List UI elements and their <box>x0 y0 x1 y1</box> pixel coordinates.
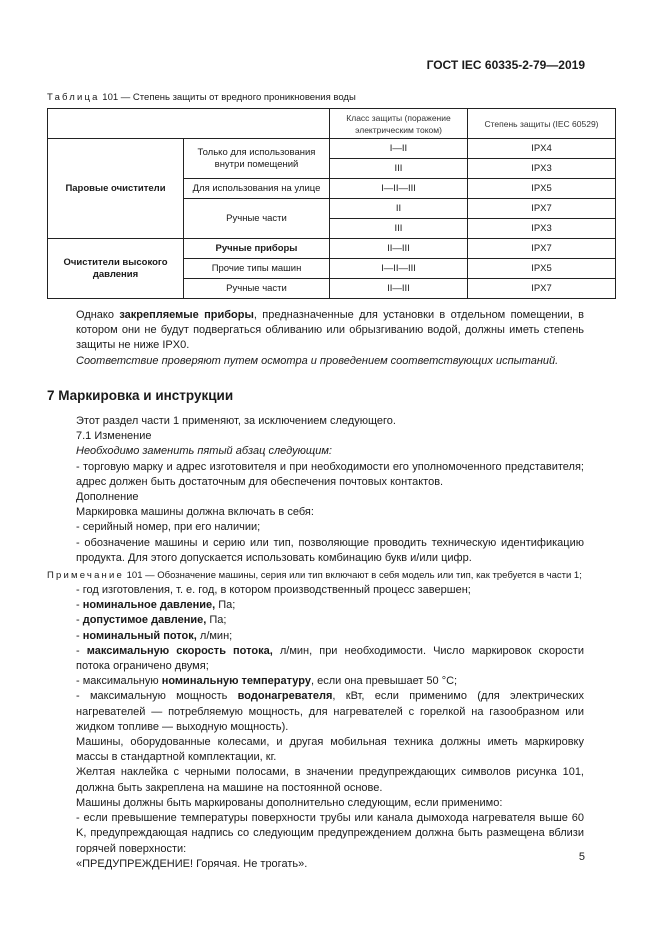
paragraph: Машины, оборудованные колесами, и другая мобильная техника должны иметь маркировку массы в стандартной комплектации, кг. <box>76 736 584 764</box>
row-label: Прочие типы машин <box>184 259 330 279</box>
list-item: - обозначение машины и серию или тип, позволяющие проводить техническую идентификацию продукта. Для этого допускается использовать комбинацию букв и/или цифр. <box>76 536 584 564</box>
cell-class: III <box>330 219 468 239</box>
document-body <box>47 308 584 872</box>
cell-degree: IPX5 <box>468 179 616 199</box>
warning-text: «ПРЕДУПРЕЖДЕНИЕ! Горячая. Не трогать». <box>76 857 308 870</box>
table-row <box>48 239 616 259</box>
table-caption-text: 101 — Степень защиты от вредного проникновения воды <box>99 92 356 103</box>
list-item: - серийный номер, при его наличии; <box>76 521 261 534</box>
cell-degree: IPX4 <box>468 139 616 159</box>
cell-class: III <box>330 159 468 179</box>
paragraph: Необходимо заменить пятый абзац следующим: <box>76 445 332 458</box>
list-item: - номинальный поток, л/мин; <box>76 629 233 642</box>
row-label: Ручные приборы <box>184 239 330 259</box>
cell-class: II <box>330 199 468 219</box>
cell-degree: IPX3 <box>468 219 616 239</box>
table-caption-label: Таблица <box>47 92 100 103</box>
list-item: - максимальную скорость потока, л/мин, при необходимости. Число маркировок скорости потока ограничено двумя; <box>76 644 584 673</box>
list-item: - год изготовления, т. е. год, в котором производственный процесс завершен; <box>76 584 471 597</box>
list-item: - максимальную мощность водонагревателя, кВт, если применимо (для электрических нагревателей — потребляемую мощность, для нагревателей с горелкой на газообразном или жидком топливе — выходную мощность). <box>76 690 584 733</box>
row-label: Ручные части <box>184 279 330 299</box>
cell-degree: IPX7 <box>468 199 616 219</box>
cell-class: I—II—III <box>330 179 468 199</box>
cell-degree: IPX7 <box>468 279 616 299</box>
group-high-pressure-cleaners: Очистители высокого давления <box>48 239 184 299</box>
paragraph: Этот раздел части 1 применяют, за исключением следующего. <box>76 415 396 428</box>
column-header-class: Класс защиты (поражение электрическим током) <box>330 109 468 139</box>
protection-table <box>47 108 616 299</box>
group-steam-cleaners: Паровые очистители <box>48 139 184 239</box>
section-heading: 7 Маркировка и инструкции <box>47 387 234 403</box>
column-header-degree: Степень защиты (IEC 60529) <box>468 109 616 139</box>
cell-class: II—III <box>330 279 468 299</box>
cell-degree: IPX7 <box>468 239 616 259</box>
list-item: - максимальную номинальную температуру, если она превышает 50 °С; <box>76 675 458 688</box>
paragraph: Маркировка машины должна включать в себя: <box>76 506 314 519</box>
table-caption <box>47 92 356 103</box>
page-number: 5 <box>578 851 585 863</box>
list-item: - допустимое давление, Па; <box>76 614 227 627</box>
note: Примечание 101 — Обозначение машины, серия или тип включают в себя модель или тип, как требуется в части 1; <box>47 570 582 582</box>
table-row <box>48 139 616 159</box>
cell-class: I—II—III <box>330 259 468 279</box>
paragraph: Желтая наклейка с черными полосами, в значении предупреждающих символов рисунка 101, должна быть закреплена на машине на постоянной основе. <box>76 766 584 794</box>
cell-class: I—II <box>330 139 468 159</box>
paragraph: Дополнение <box>76 491 139 504</box>
cell-class: II—III <box>330 239 468 259</box>
compliance-paragraph: Соответствие проверяют путем осмотра и проведением соответствующих испытаний. <box>76 354 559 367</box>
row-label: Для использования на улице <box>184 179 330 199</box>
row-label: Только для использования внутри помещений <box>184 139 330 179</box>
row-label: Ручные части <box>184 199 330 239</box>
cell-degree: IPX3 <box>468 159 616 179</box>
cell-degree: IPX5 <box>468 259 616 279</box>
document-header: ГОСТ IEC 60335-2-79—2019 <box>426 58 585 72</box>
list-item: - номинальное давление, Па; <box>76 599 236 612</box>
list-item: - если превышение температуры поверхности трубы или канала дымохода нагревателя выше 60 K, предупреждающая надпись со следующим предупреждением должна быть размещена вблизи горячей поверхности: <box>76 812 584 855</box>
subsection-title: 7.1 Изменение <box>76 430 152 443</box>
list-item: - торговую марку и адрес изготовителя и при необходимости его уполномоченного представителя; адрес должен быть достаточным для обеспечения почтовых контактов. <box>76 460 584 488</box>
table-header-row <box>48 109 616 139</box>
paragraph: Машины должны быть маркированы дополнительно следующим, если применимо: <box>76 796 503 809</box>
paragraph: Однако закрепляемые приборы, предназначенные для установки в отдельном помещении, в котором они не будут подвергаться обливанию или обрызгиванию водой, должны иметь степень защиты не ниже IPX0. <box>76 309 584 352</box>
